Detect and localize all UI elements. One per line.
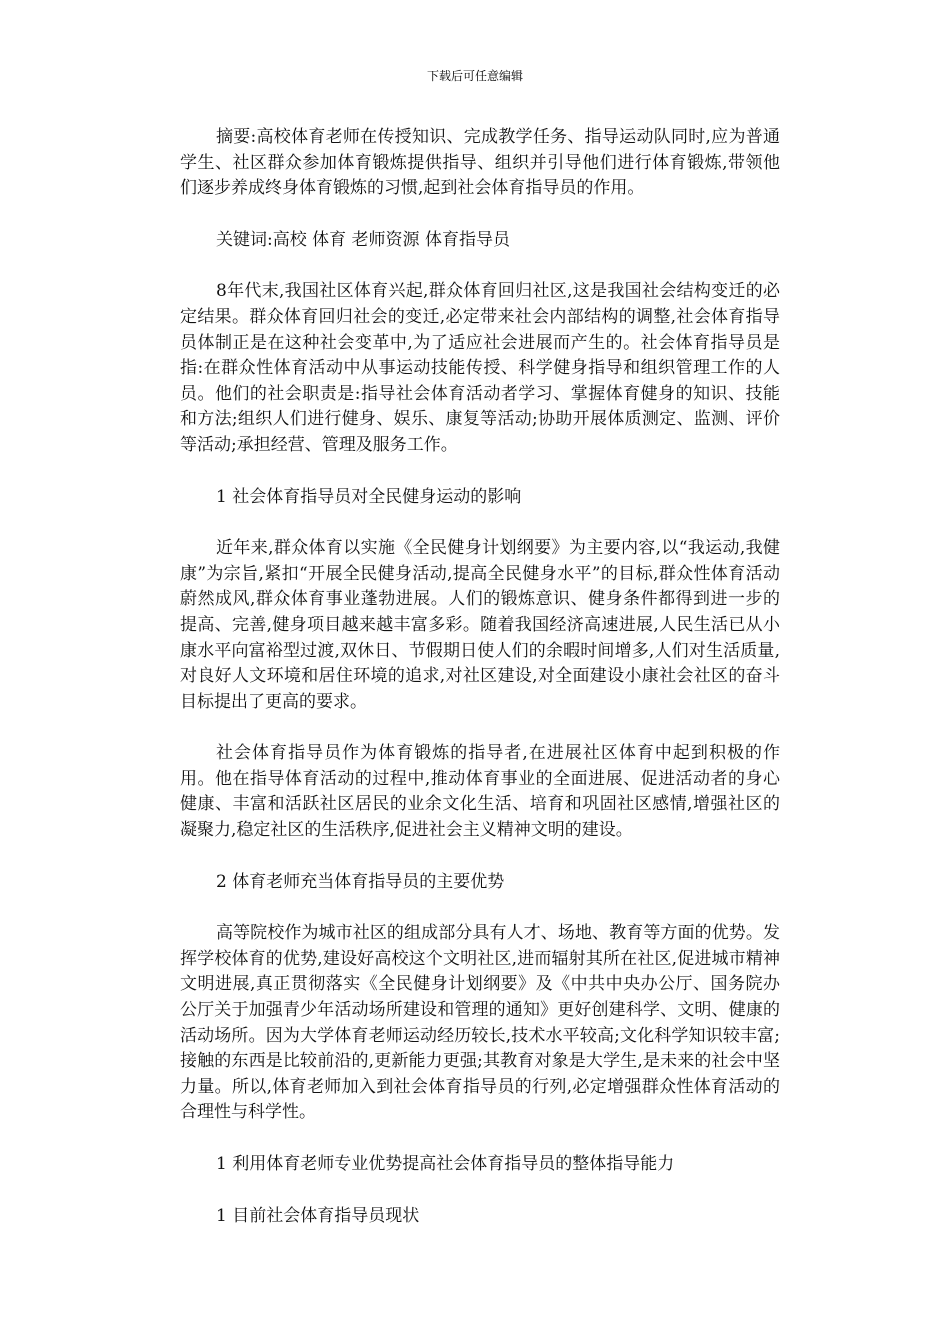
page-header: 下载后可任意编辑: [426, 69, 523, 83]
body-paragraph: 近年来,群众体育以实施《全民健身计划纲要》为主要内容,以“我运动,我健康”为宗旨,紧扣“开展全民健身活动,提高全民健身水平”的目标,群众性体育活动蔚然成风,群众体育事业蓬勃进展。人们的锻炼意识、健身条件都得到进一步的提高、完善,健身项目越来越丰富多彩。随着我国经济高速进展,人民生活已从小康水平向富裕型过渡,双休日、节假期日使人们的余暇时间增多,人们对生活质量,对良好人文环境和居住环境的追求,对社区建设,对全面建设小康社会社区的奋斗目标提出了更高的要求。: [180, 538, 780, 712]
body-paragraph: 社会体育指导员作为体育锻炼的指导者,在进展社区体育中起到积极的作用。他在指导体育活动的过程中,推动体育事业的全面进展、促进活动者的身心健康、丰富和活跃社区居民的业余文化生活、培育和巩固社区感情,增强社区的凝聚力,稳定社区的生活秩序,促进社会主义精神文明的建设。: [180, 743, 780, 841]
keywords-paragraph: 关键词:高校 体育 老师资源 体育指导员: [216, 229, 510, 250]
abstract-paragraph: 摘要:高校体育老师在传授知识、完成教学任务、指导运动队同时,应为普通学生、社区群众参加体育锻炼提供指导、组织并引导他们进行体育锻炼,带领他们逐步养成终身体育锻炼的习惯,起到社会体育指导员的作用。: [180, 127, 780, 199]
section-heading: 1 利用体育老师专业优势提高社会体育指导员的整体指导能力: [216, 1154, 675, 1174]
intro-paragraph: 8年代末,我国社区体育兴起,群众体育回归社区,这是我国社会结构变迁的必定结果。群众体育回归社会的变迁,必定带来社会内部结构的调整,社会体育指导员体制正是在这种社会变革中,为了适应社会进展而产生的。社会体育指导员是指:在群众性体育活动中从事运动技能传授、科学健身指导和组织管理工作的人员。他们的社会职责是:指导社会体育活动者学习、掌握体育健身的知识、技能和方法;组织人们进行健身、娱乐、康复等活动;协助开展体质测定、监测、评价等活动;承担经营、管理及服务工作。: [180, 281, 780, 455]
section-heading: 2 体育老师充当体育指导员的主要优势: [216, 871, 505, 892]
subsection-heading: 1 目前社会体育指导员现状: [216, 1205, 420, 1226]
document-body: [180, 125, 780, 1255]
section-heading: 1 社会体育指导员对全民健身运动的影响: [216, 486, 522, 507]
body-paragraph: 高等院校作为城市社区的组成部分具有人才、场地、教育等方面的优势。发挥学校体育的优势,建设好高校这个文明社区,进而辐射其所在社区,促进城市精神文明进展,真正贯彻落实《全民健身计划纲要》及《中共中央办公厅、国务院办公厅关于加强青少年活动场所建设和管理的通知》更好创建科学、文明、健康的活动场所。因为大学体育老师运动经历较长,技术水平较高;文化科学知识较丰富;接触的东西是比较前沿的,更新能力更强;其教育对象是大学生,是未来的社会中坚力量。所以,体育老师加入到社会体育指导员的行列,必定增强群众性体育活动的合理性与科学性。: [180, 923, 780, 1123]
